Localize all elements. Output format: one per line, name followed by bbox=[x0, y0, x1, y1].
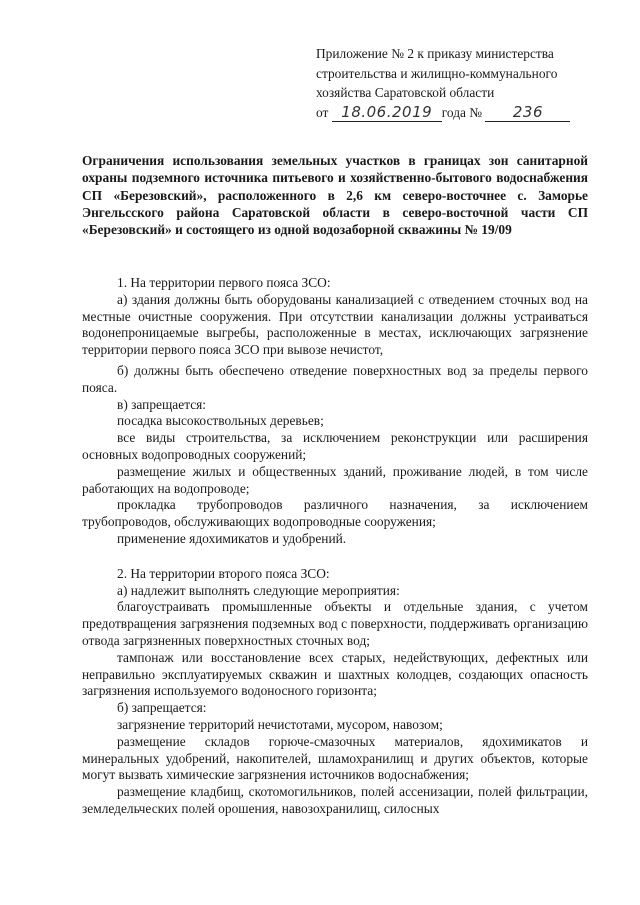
section-2-paragraph: тампонаж или восстановление всех старых, недействующих, дефектных или неправильно эксплуатируемых скважин и шахтных колодцев, создающих опасность загрязнения используемого водоносного горизонта; bbox=[82, 649, 588, 699]
section-2-paragraph: размещение складов горюче-смазочных материалов, ядохимикатов и минеральных удобрений, накопителей, шламохранилищ и других объектов, которые могут вызвать химические загрязнения источников водоснабжения; bbox=[82, 733, 588, 783]
date-field bbox=[332, 104, 442, 122]
section-2-heading: 2. На территории второго пояса ЗСО: bbox=[117, 565, 330, 581]
section-1-paragraph: прокладка трубопроводов различного назначения, за исключением трубопроводов, обслуживающих водопроводные сооружения; bbox=[82, 497, 588, 530]
section-1-paragraph: в) запрещается: bbox=[117, 396, 207, 412]
header-date-line bbox=[316, 103, 606, 123]
section-1-paragraph: б) должны быть обеспечено отведение поверхностных вод за пределы первого пояса. bbox=[82, 362, 588, 395]
section-1-paragraph: а) здания должны быть оборудованы канализацией с отведением сточных вод на местные очистные сооружения. При отсутствии канализации должны устраиваться водонепроницаемые выгребы, расположенные в местах, исключающих загрязнение территории первого пояса ЗСО при вывозе нечистот, bbox=[82, 291, 588, 358]
section-2-paragraph: благоустраивать промышленные объекты и отдельные здания, с учетом предотвращения загрязнения подземных вод с поверхности, поддерживать организацию отвода загрязненных поверхностных сточных вод; bbox=[82, 599, 588, 648]
appendix-header bbox=[316, 44, 606, 122]
header-line-2: строительства и жилищно-коммунального bbox=[316, 65, 558, 81]
handwritten-date: 18.06.2019 bbox=[341, 102, 433, 121]
document-title: Ограничения использования земельных участков в границах зон санитарной охраны подземного источника питьевого и хозяйственно-бытового водоснабжения СП «Березовский», расположенного в 2,6 км северо-восточнее с. Заморье Энгельсского района Саратовской области в северо-восточной части СП «Березовский» и состоящего из одной водозаборной скважины № 19/09 bbox=[82, 153, 588, 238]
section-2-paragraph: б) запрещается: bbox=[117, 700, 207, 716]
header-line-3: хозяйства Саратовской области bbox=[316, 85, 495, 101]
from-label: от bbox=[316, 104, 329, 120]
section-2-paragraph: загрязнение территорий нечистотами, мусором, навозом; bbox=[117, 716, 443, 732]
section-1-heading: 1. На территории первого пояса ЗСО: bbox=[117, 275, 331, 290]
header-line-1: Приложение № 2 к приказу министерства bbox=[316, 46, 554, 61]
section-2-paragraph: а) надлежит выполнять следующие мероприятия: bbox=[117, 582, 400, 598]
section-1-paragraph: все виды строительства, за исключением реконструкции или расширения основных водопроводных сооружений; bbox=[82, 430, 588, 462]
year-suffix: года № bbox=[441, 104, 483, 120]
section-1-paragraph: применение ядохимикатов и удобрений. bbox=[117, 530, 347, 546]
number-field bbox=[485, 104, 570, 122]
section-1-paragraph: посадка высокоствольных деревьев; bbox=[117, 413, 324, 429]
document-body bbox=[82, 271, 588, 818]
section-1-paragraph: размещение жилых и общественных зданий, проживание людей, в том числе работающих на водопроводе; bbox=[82, 463, 588, 496]
section-2-paragraph: размещение кладбищ, скотомогильников, полей ассенизации, полей фильтрации, земледельческих полей орошения, навозохранилищ, силосных bbox=[82, 784, 588, 816]
handwritten-number: 236 bbox=[512, 102, 544, 121]
